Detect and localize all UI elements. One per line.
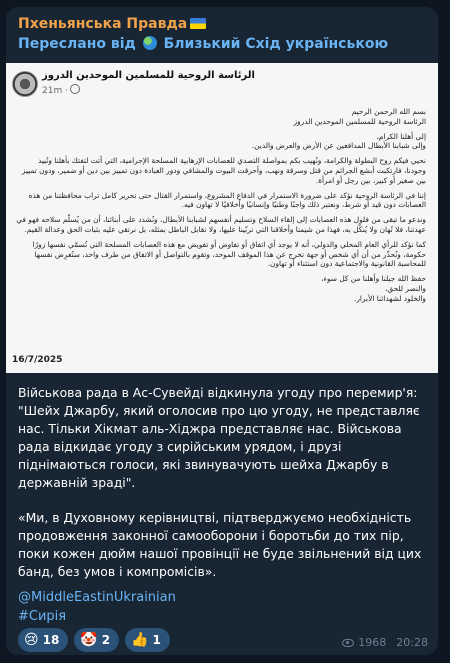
reaction-count: 2: [101, 633, 111, 647]
clown-face-icon: 🤡: [80, 632, 98, 648]
channel-name-label[interactable]: Пхеньянська Правда: [18, 16, 188, 32]
reaction-count: 18: [42, 633, 60, 647]
message-time: 20:28: [396, 636, 428, 649]
reaction-crying[interactable]: [18, 628, 68, 652]
caption-paragraph: «Ми, в Духовному керівництві, підтверджуємо необхідність продовження законної самооборони і боротьби до тих пір, поки кожен дюйм нашої провінції не буде звільнений від цих банд, без умов і компромісів».: [18, 510, 422, 579]
forwarded-from[interactable]: [18, 36, 388, 52]
arabic-paragraph: بسم الله الرحمن الرحيم الرئاسة الروحية للمسلمين الموحدين الدروز: [293, 107, 426, 126]
reaction-clown[interactable]: [74, 628, 119, 652]
ukraine-flag-icon: [190, 18, 206, 29]
public-globe-icon: [70, 84, 80, 94]
post-time-label: 21m: [42, 86, 63, 96]
thumbs-up-icon: 👍: [131, 632, 149, 648]
reaction-thumbs-up[interactable]: [125, 628, 170, 652]
post-screenshot-image[interactable]: [6, 63, 438, 373]
arabic-paragraph: وندعو ما تبقى من فلول هذه العصابات إلى إلقاء السلاح وتسليم أنفسهم لشبابنا الأبطال، ونُشدد على أبنائنا، أن من يُسلّم سلاحه فهو في عهدتنا، فلا تُهان ولا يُنكّل به، فهذا من شيمنا وأخلاقنا التي تربّينا عليها، ولا نقابل الباطل بمثله، بل نرتقي عليه بثبات الحق وعدالة القيم.: [16, 215, 426, 234]
reactions-bar: [18, 628, 170, 652]
arabic-paragraph: نحيي فيكم روح البطولة والكرامة، ونُهيب بكم بمواصلة التصدي للعصابات الإرهابية المسلحة الإجرامية، التي أتت لتفتك بأهلنا وتُبيد وجودنا، فارتكبت أبشع الجرائم من قتل وسرقة ونهب، وأحرقت البيوت والمشافي ودور العبادة دون تمييز بين دين أو ضمير، ودون تمييز بين صغير أو كبير، بين رجل أو امرأة.: [21, 156, 426, 185]
forwarded-source[interactable]: Близький Схід українською: [163, 36, 389, 52]
channel-name[interactable]: [18, 16, 206, 32]
page-avatar: [12, 71, 38, 97]
crying-face-icon: 😢: [24, 632, 39, 648]
statement-date: 16/7/2025: [12, 355, 63, 365]
post-time: 21m ·: [42, 84, 80, 96]
globe-icon: [143, 36, 157, 50]
message-bubble: [6, 7, 438, 655]
arabic-paragraph: حفظ الله جبلنا وأهلنا من كل سوء، والنصر للحق، والخلود لشهدائنا الأبرار.: [321, 274, 426, 303]
eye-icon: [342, 639, 354, 647]
message-meta: [342, 636, 428, 649]
arabic-statement: [14, 107, 426, 309]
view-count: 1968: [358, 636, 387, 649]
caption-paragraph: Військова рада в Ас-Сувейді відкинула угоду про перемир'я: "Шейх Джарбу, який оголосив про цю угоду, не представляє нас. Тільки Хікмат аль-Хіджра представляє нас. Військова рада відкидає угоду з сирійським урядом, і друзі піднімаються голоси, які звинувачують шейха Джарбу в державній зраді".: [18, 385, 420, 490]
reaction-count: 1: [152, 633, 161, 647]
page-name: الرئاسة الروحية للمسلمين الموحدين الدروز: [42, 70, 255, 81]
message-links: [18, 588, 176, 626]
message-caption: [18, 384, 430, 598]
hashtag-link[interactable]: #Сирія: [18, 609, 67, 624]
arabic-paragraph: كما نؤكد للرأي العام المحلي والدولي، أنه لا يوجد أي اتفاق أو تفاوض أو تفويض مع هذه العصابات المسلحة التي تُسمّي نفسها زورًا حكومة، ونُحذّر من أن أي شخص أو جهة تخرج عن هذا الموقف الموحد، وتقوم بالتواصل أو الاتفاق من طرف واحد، ستُعرِض نفسها للمحاسبة القانونية والاجتماعية دون استثناء أو تهاون.: [32, 239, 426, 269]
forwarded-label: Переслано від: [18, 36, 136, 52]
channel-mention-link[interactable]: @MiddleEastinUkrainian: [18, 590, 176, 605]
arabic-paragraph: إننا في الرئاسة الروحية نؤكد على ضرورة الاستمرار في الدفاع المشروع، واستمرار القتال حتى تحرير كامل تراب محافظتنا من هذه العصابات دون قيد أو شرط، ونعتبر ذلك واجبًا وطنيًا وإنسانيًا وأخلاقيًا لا تهاون فيه.: [28, 190, 426, 210]
arabic-paragraph: إلى أهلنا الكرام، وإلى شبابنا الأبطال المدافعين عن الأرض والعرض والدين.: [251, 131, 426, 151]
